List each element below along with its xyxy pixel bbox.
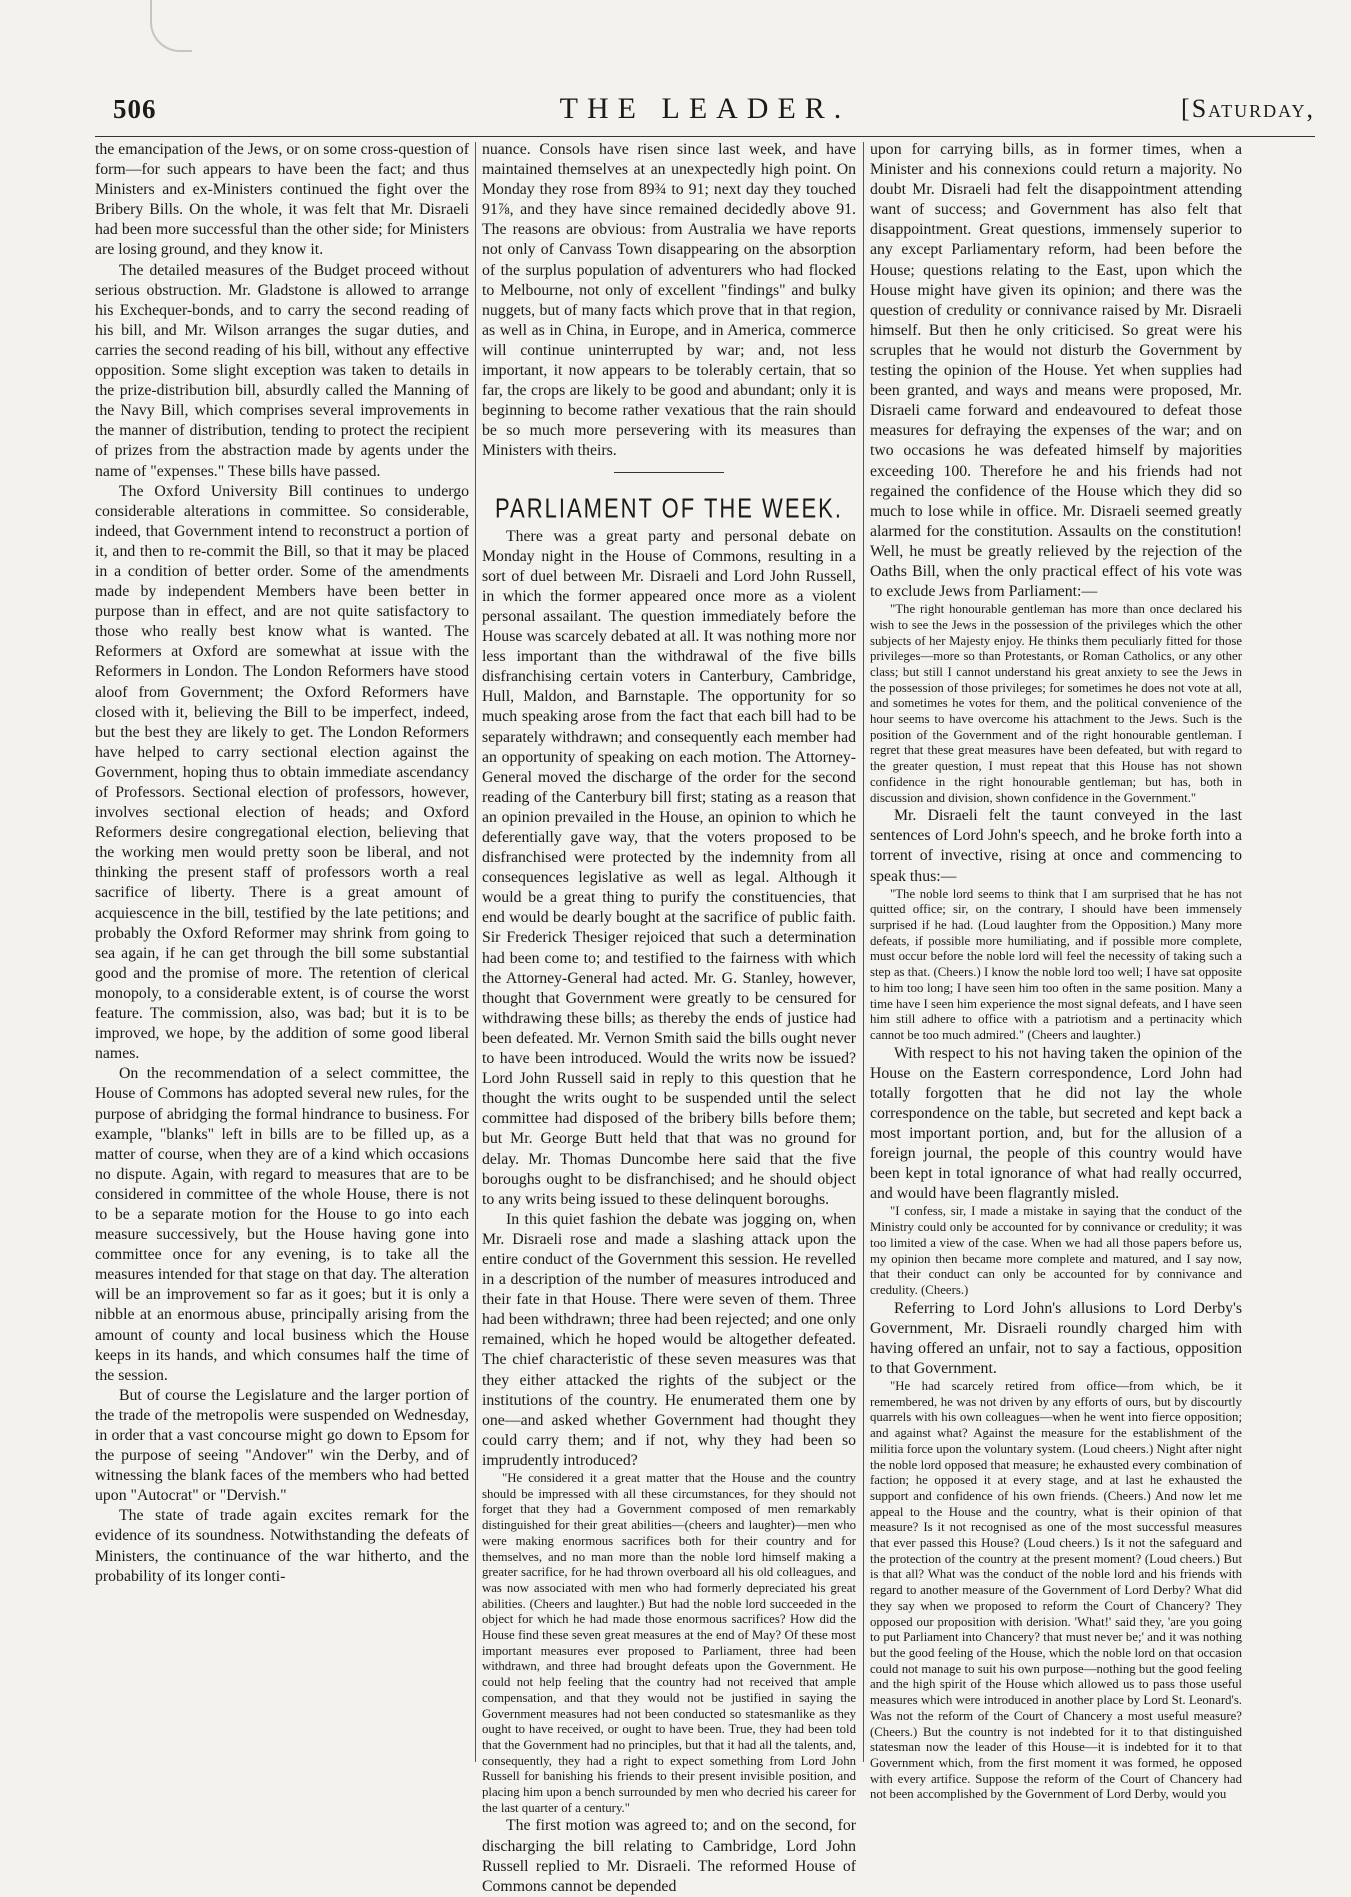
quote-paragraph: "The noble lord seems to think that I am surprised that he has not quitted office; sir, on the contrary, I should have been immensely surprised if he had. (Loud laughter from the Opposition.) Many more defeats, if possible more humiliating, and if possible more complete, must occur before the noble lord will feel the necessity of taking such a step as that. (Cheers.) I know the noble lord too well; I have sat opposite to him too long; I have seen him too often in the same position. Many a time have I seen him experience the most signal defeats, and I have seen him still adhere to office with a patriotism and a pertinacity which cannot be too much admired." (Cheers and laughter.) [870, 886, 1242, 1042]
quotation [870, 1379, 1242, 1803]
paragraph: upon for carrying bills, as in former times, when a Minister and his connexions could return a majority. No doubt Mr. Disraeli had felt the disappointment attending want of success; and Government has also felt that disappointment. Great questions, immensely superior to any except Parliamentary reform, had been before the House; questions relating to the East, upon which the House might have given its opinion; and there was the question of credulity or connivance raised by Mr. Disraeli himself. But then he only criticised. So great were his scruples that he would not disturb the Government by testing the opinion of the House. Yet when supplies had been granted, and ways and means were proposed, Mr. Disraeli came forward and endeavoured to defeat those measures for defraying the expenses of the war; and on two occasions he was defeated himself by majorities exceeding 100. Therefore he and his friends had not regained the confidence of the House which they did so much to lose while in office. Mr. Disraeli seemed greatly alarmed for the constitution. Assaults on the constitution! Well, he must be greatly relieved by the rejection of the Oaths Bill, when the only practical effect of his vote was to exclude Jews from Parliament:— [870, 141, 1242, 601]
issue-day: [Saturday, [1181, 94, 1315, 123]
section-rule [614, 472, 724, 473]
column-divider [863, 142, 864, 1762]
column-1 [95, 140, 469, 1587]
paragraph: The state of trade again excites remark for the evidence of its soundness. Notwithstanding the defeats of Ministers, the continuance of the war hitherto, and the probability of its longer conti- [95, 1507, 469, 1585]
quote-paragraph: "The right honourable gentleman has more than once declared his wish to see the Jews in the possession of the privileges which the other subjects of her Majesty enjoy. He thinks them peculiarly fitted for those privileges—more so than Protestants, or Roman Catholics, or any other class; but still I cannot understand his great anxiety to see the Jews in the possession of those privileges; for sometimes he does not vote at all, and sometimes he votes for them, and the political convenience of the hour seems to have overcome his attachment to the Jews. Such is the position of the Government and of the right honourable gentleman. I regret that these great measures have been defeated, but with regard to the greater question, I must repeat that this House has not shown confidence in the right honourable gentleman; but has, both in discussion and division, shown confidence in the Government." [870, 602, 1242, 805]
column-2 [482, 140, 856, 1897]
paragraph: Referring to Lord John's allusions to Lord Derby's Government, Mr. Disraeli roundly charged him with having offered an unfair, not to say a factious, opposition to that Government. [870, 1299, 1242, 1377]
ink-smudge [150, 0, 192, 52]
paragraph: In this quiet fashion the debate was jogging on, when Mr. Disraeli rose and made a slashing attack upon the entire conduct of the Government this session. He revelled in a description of the number of measures introduced and their fate in that House. There were seven of them. Three had been withdrawn; three had been rejected; and one only remained, which he hoped would be altogether defeated. The chief characteristic of these seven measures was that they either attacked the rights of the subject or the institutions of the country. He enumerated them one by one—and asked whether Government had thought they could carry them; and if not, why they had been so imprudently introduced? [482, 1210, 856, 1469]
paragraph: But of course the Legislature and the larger portion of the trade of the metropolis were suspended on Wednesday, in order that a vast concourse might go down to Epsom for the purpose of seeing "Andover" win the Derby, and of witnessing the blank faces of the members who had betted upon "Autocrat" or "Dervish." [95, 1386, 469, 1505]
quotation [870, 887, 1242, 1044]
quote-paragraph: "He had scarcely retired from office—from which, be it remembered, he was not driven by any efforts of ours, but by discourtly quarrels with his own colleagues—when he went into fierce opposition; and against what? Against the measure for the establishment of the militia force upon the voluntary system. (Loud cheers.) Night after night the noble lord opposed that measure; he exhausted every combination of faction; he opposed it at every stage, and at last he exhausted the support and confidence of his own friends. (Cheers.) And now let me appeal to the House and the country, what is their opinion of that measure? Is it not recognised as one of the most successful measures that ever passed this House? (Loud cheers.) Is it not the safeguard and the protection of the country at the present moment? (Loud cheers.) But is that all? What was the conduct of the noble lord and his friends with regard to another measure of the Government of Lord Derby? What did they say when we proposed to reform the Court of Chancery? They opposed our proposition with derision. 'What!' said they, 'are you going to put Parliament into Chancery? that must never be;' and it was nothing but the good feeling of the House, which the noble lord on that occasion could not manage to suit his own purpose—nothing but the good feeling and the high spirit of the House which allowed us to pass those useful measures which were introduced in another place by Lord St. Leonard's. Was not the reform of the Court of Chancery a most useful measure? (Cheers.) But the country is not indebted for it to that distinguished statesman now the leader of this House—it is indebted for it to that Government which, from the first moment it was formed, he opposed with every artifice. Suppose the reform of the Court of Chancery had not been accomplished by the Government of Lord Derby, would you [870, 1379, 1242, 1802]
paragraph: The Oxford University Bill continues to undergo considerable alterations in committee. So considerable, indeed, that Government intend to reconstruct a portion of it, and then to re-commit the Bill, so that it may be placed in a condition of better order. Some of the amendments made by independent Members have been better in purpose than in effect, and are not quite satisfactory to those who really best know what is wanted. The Reformers at Oxford are somewhat at issue with the Reformers in London. The London Reformers have stood aloof from Government; the Oxford Reformers have closed with it, believing the Bill to be imperfect, indeed, but the best they are likely to get. The London Reformers have helped to carry sectional election against the Government, hoping thus to obtain immediate ascendancy of Professors. Sectional election of professors, however, involves sectional election of heads; and Oxford Reformers desire congregational election, believing that the working men would pretty soon be liberal, and not thinking the present staff of professors worth a real sacrifice of liberty. There is a great amount of acquiescence in the bill, testified by the late petitions; and probably the Oxford Reformer may shrink from going to sea again, if he can get through the bill some substantial good and the promise of more. The retention of clerical monopoly, to a considerable extent, is of course the worst feature. The commission, also, was bad; but it is to be improved, we hope, by the addition of some good liberal names. [95, 482, 469, 1063]
section-title: PARLIAMENT OF THE WEEK. [495, 492, 843, 524]
quotation [870, 1204, 1242, 1298]
paragraph: The detailed measures of the Budget proceed without serious obstruction. Mr. Gladstone is allowed to arrange his Exchequer-bonds, and to carry the second reading of his bill, and Mr. Wilson arranges the sugar duties, and carries the second reading of his bill, without any effective opposition. Some slight exception was taken to details in the prize-distribution bill, absurdly called the Manning of the Navy Bill, which comprises several improvements in the manner of distribution, tending to protect the recipient of prizes from the abstraction made by agents under the name of "expenses." These bills have passed. [95, 261, 469, 480]
page-number: 506 [113, 94, 157, 124]
header-rule [95, 136, 1315, 137]
quote-paragraph: "He considered it a great matter that the House and the country should be impressed with all these circumstances, for they should not forget that they had a Government composed of men remarkably distinguished for their great abilities—(cheers and laughter)—men who were making enormous sacrifices both for their country and for themselves, and no man more than the noble lord himself making a greater sacrifice, for he had thrown overboard all his old colleagues, and was now associated with men who had formerly depreciated his great abilities. (Cheers and laughter.) But had the noble lord succeeded in the object for which he had made those enormous sacrifices? How did the House find these seven great measures at the end of May? Of these most important measures ever proposed to Parliament, three had been withdrawn, and three had brought defeats upon the Government. He could not help feeling that the country had not received that ample compensation, and that they would not be justified in saying the Government measures had not been conducted so statesmanlike as they ought to have received, or ought to have been. True, they had been told that the Government had no principles, but that it had all the talents, and, consequently, they had a right to expect something from Lord John Russell for banishing his friends to their present invisible position, and placing him upon a bench surrounded by men who decried his career for the last quarter of a century." [482, 1471, 856, 1815]
paragraph: There was a great party and personal debate on Monday night in the House of Commons, resulting in a sort of duel between Mr. Disraeli and Lord John Russell, in which the former appeared once more as a violent personal assailant. The question immediately before the House was scarcely debated at all. It was nothing more nor less important than the withdrawal of the five bills disfranchising certain voters in Canterbury, Cambridge, Hull, Maldon, and Barnstaple. The opportunity for so much speaking arose from the fact that each bill had to be separately withdrawn; and consequently each member had an opportunity of speaking on each motion. The Attorney-General moved the discharge of the order for the second reading of the Canterbury bill first; stating as a reason that an opinion prevailed in the House, an opinion to which he deferentially gave way, that the voters proposed to be disfranchised were protected by the indemnity from all consequences legislative as well as legal. Although it would be a great thing to purify the constituencies, that end would be dearly bought at the sacrifice of public faith. Sir Frederick Thesiger rejoiced that such a determination had been come to; and testified to the fairness with which the Attorney-General had acted. Mr. G. Stanley, however, thought that Government were greatly to be censured for withdrawing these bills; as thereby the ends of justice had been defeated. Mr. Vernon Smith said the bills ought never to have been introduced. Would the writs now be issued? Lord John Russell said in reply to this question that he thought the writs ought to be suspended until the select committee had disposed of the bribery bills before them; but Mr. George Butt held that that was no ground for delay. Mr. Thomas Duncombe here said that the five boroughs ought to be disfranchised; and he should object to any writs being issued to these delinquent boroughs. [482, 527, 856, 1208]
page-header [95, 92, 1315, 132]
paragraph: With respect to his not having taken the opinion of the House on the Eastern correspondence, Lord John had totally forgotten that he did not lay the whole correspondence on the table, but secreted and kept back a most important portion, and, but for the allusion of a foreign journal, the people of this country would have been kept in total ignorance of what had really occurred, and would have been flagrantly misled. [870, 1044, 1242, 1203]
quotation [870, 602, 1242, 806]
quotation [482, 1471, 856, 1816]
quote-paragraph: "I confess, sir, I made a mistake in saying that the conduct of the Ministry could only be accounted for by connivance or credulity; it was too limited a view of the case. When we had all those papers before us, my opinion then became more complete and matured, and I say now, that their conduct can only be accounted for by connivance and credulity. (Cheers.) [870, 1204, 1242, 1297]
masthead-title: THE LEADER. [559, 92, 851, 125]
paragraph: nuance. Consols have risen since last week, and have maintained themselves at an unexpectedly high point. On Monday they rose from 89¾ to 91; next day they touched 91⅞, and they have since remained decidedly above 91. The reasons are obvious: from Australia we have reports not only of Canvass Town disappearing on the absorption of the surplus population of adventurers who had flocked to Melbourne, not only of excellent "findings" and bulky nuggets, but of many facts which prove that in that region, as well as in China, in Europe, and in America, commerce will continue uninterrupted by war; and, not less important, it now appears to be tolerably certain, that so far, the crops are likely to be good and abundant; only it is beginning to become rather vexatious that the rain should be so much more persevering with its measures than Ministers with theirs. [482, 141, 856, 460]
paragraph: The first motion was agreed to; and on the second, for discharging the bill relating to Cambridge, Lord John Russell replied to Mr. Disraeli. The reformed House of Commons cannot be depended [482, 1817, 856, 1895]
column-divider [475, 142, 476, 1762]
paragraph: the emancipation of the Jews, or on some cross-question of form—for such appears to have been the fact; and thus Ministers and ex-Ministers continued the fight over the Bribery Bills. On the whole, it was felt that Mr. Disraeli had been more successful than the other side; for Ministers are losing ground, and they know it. [95, 141, 469, 259]
column-3 [870, 140, 1242, 1803]
paragraph: Mr. Disraeli felt the taunt conveyed in the last sentences of Lord John's speech, and he broke forth into a torrent of invective, rising at once and commencing to speak thus:— [870, 807, 1242, 885]
paragraph: On the recommendation of a select committee, the House of Commons has adopted several new rules, for the purpose of abridging the formal hindrance to business. For example, "blanks" left in bills are to be filled up, as a matter of course, when they are of a kind which occasions no dispute. Again, with regard to measures that are to be considered in committee of the whole House, there is not to be a separate motion for the House to go into each measure successively, but the House having gone into committee once for any evening, is to take all the measures intended for that stage on that day. The alteration will be an improvement so far as it goes; but it is only a nibble at an enormous abuse, principally arising from the amount of county and local business which the House keeps in its hands, and which consumes half the time of the session. [95, 1065, 469, 1384]
